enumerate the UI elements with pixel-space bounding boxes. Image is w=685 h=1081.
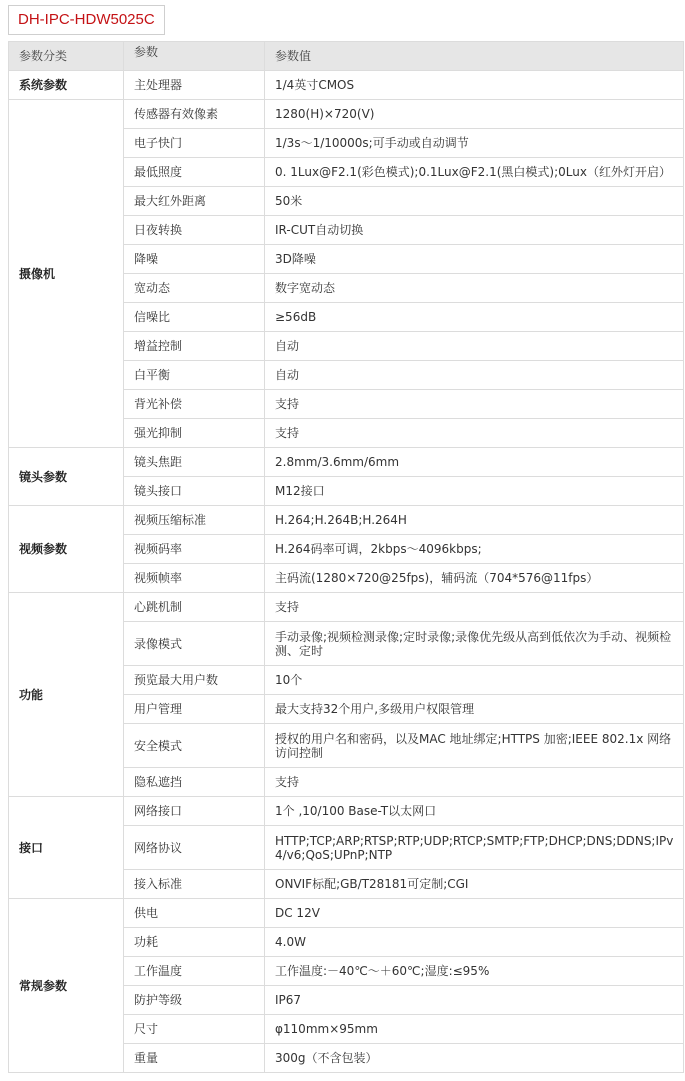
param-name-cell: 电子快门 bbox=[124, 129, 265, 158]
param-value-cell: H.264;H.264B;H.264H bbox=[265, 506, 684, 535]
param-value-cell: 手动录像;视频检测录像;定时录像;录像优先级从高到低依次为手动、视频检测、定时 bbox=[265, 622, 684, 666]
param-name-cell: 增益控制 bbox=[124, 332, 265, 361]
table-row bbox=[9, 448, 684, 477]
param-name-cell: 信噪比 bbox=[124, 303, 265, 332]
param-value-cell: ONVIF标配;GB/T28181可定制;CGI bbox=[265, 870, 684, 899]
param-name-cell: 镜头焦距 bbox=[124, 448, 265, 477]
category-cell: 摄像机 bbox=[9, 100, 124, 448]
param-value-cell: 1280(H)×720(V) bbox=[265, 100, 684, 129]
category-cell: 功能 bbox=[9, 593, 124, 797]
param-value-cell: 工作温度:－40℃～＋60℃;湿度:≤95% bbox=[265, 957, 684, 986]
param-value-cell: 10个 bbox=[265, 666, 684, 695]
param-name-cell: 网络协议 bbox=[124, 826, 265, 870]
param-name-cell: 日夜转换 bbox=[124, 216, 265, 245]
param-name-cell: 防护等级 bbox=[124, 986, 265, 1015]
header-value: 参数值 bbox=[265, 42, 684, 71]
param-name-cell: 最大红外距离 bbox=[124, 187, 265, 216]
param-value-cell: HTTP;TCP;ARP;RTSP;RTP;UDP;RTCP;SMTP;FTP;DHCP;DNS;DDNS;IPv4/v6;QoS;UPnP;NTP bbox=[265, 826, 684, 870]
param-name-cell: 视频压缩标准 bbox=[124, 506, 265, 535]
param-value-cell: 1/3s～1/10000s;可手动或自动调节 bbox=[265, 129, 684, 158]
param-value-cell: 3D降噪 bbox=[265, 245, 684, 274]
param-value-cell: 支持 bbox=[265, 419, 684, 448]
param-value-cell: 主码流(1280×720@25fps)，辅码流（704*576@11fps） bbox=[265, 564, 684, 593]
param-value-cell: DC 12V bbox=[265, 899, 684, 928]
param-value-cell: 支持 bbox=[265, 768, 684, 797]
param-value-cell: 2.8mm/3.6mm/6mm bbox=[265, 448, 684, 477]
param-name-cell: 白平衡 bbox=[124, 361, 265, 390]
model-title-tab[interactable]: DH-IPC-HDW5025C bbox=[8, 5, 165, 35]
param-name-cell: 视频码率 bbox=[124, 535, 265, 564]
param-name-cell: 最低照度 bbox=[124, 158, 265, 187]
param-name-cell: 录像模式 bbox=[124, 622, 265, 666]
param-name-cell: 工作温度 bbox=[124, 957, 265, 986]
table-row bbox=[9, 100, 684, 129]
param-value-cell: 自动 bbox=[265, 361, 684, 390]
param-name-cell: 强光抑制 bbox=[124, 419, 265, 448]
param-name-cell: 传感器有效像素 bbox=[124, 100, 265, 129]
param-name-cell: 用户管理 bbox=[124, 695, 265, 724]
header-category: 参数分类 bbox=[9, 42, 124, 71]
param-name-cell: 隐私遮挡 bbox=[124, 768, 265, 797]
spec-table bbox=[8, 41, 684, 1073]
param-name-cell: 宽动态 bbox=[124, 274, 265, 303]
param-value-cell: 支持 bbox=[265, 390, 684, 419]
param-name-cell: 预览最大用户数 bbox=[124, 666, 265, 695]
param-value-cell: 1/4英寸CMOS bbox=[265, 71, 684, 100]
param-name-cell: 视频帧率 bbox=[124, 564, 265, 593]
param-value-cell: 支持 bbox=[265, 593, 684, 622]
table-row bbox=[9, 593, 684, 622]
param-name-cell: 背光补偿 bbox=[124, 390, 265, 419]
param-name-cell: 尺寸 bbox=[124, 1015, 265, 1044]
param-name-cell: 心跳机制 bbox=[124, 593, 265, 622]
param-name-cell: 网络接口 bbox=[124, 797, 265, 826]
table-row bbox=[9, 797, 684, 826]
param-value-cell: 300g（不含包装） bbox=[265, 1044, 684, 1073]
param-value-cell: IR-CUT自动切换 bbox=[265, 216, 684, 245]
table-row bbox=[9, 71, 684, 100]
param-name-cell: 安全模式 bbox=[124, 724, 265, 768]
param-value-cell: φ110mm×95mm bbox=[265, 1015, 684, 1044]
param-name-cell: 镜头接口 bbox=[124, 477, 265, 506]
category-cell: 系统参数 bbox=[9, 71, 124, 100]
param-name-cell: 功耗 bbox=[124, 928, 265, 957]
param-value-cell: 最大支持32个用户,多级用户权限管理 bbox=[265, 695, 684, 724]
header-param: 参数 bbox=[124, 42, 265, 71]
param-name-cell: 降噪 bbox=[124, 245, 265, 274]
spec-table-body bbox=[9, 71, 684, 1073]
param-name-cell: 供电 bbox=[124, 899, 265, 928]
param-name-cell: 主处理器 bbox=[124, 71, 265, 100]
param-value-cell: 自动 bbox=[265, 332, 684, 361]
table-row bbox=[9, 506, 684, 535]
param-value-cell: IP67 bbox=[265, 986, 684, 1015]
param-name-cell: 接入标准 bbox=[124, 870, 265, 899]
param-value-cell: 50米 bbox=[265, 187, 684, 216]
param-value-cell: 授权的用户名和密码，以及MAC 地址绑定;HTTPS 加密;IEEE 802.1x 网络访问控制 bbox=[265, 724, 684, 768]
param-value-cell: 4.0W bbox=[265, 928, 684, 957]
category-cell: 常规参数 bbox=[9, 899, 124, 1073]
category-cell: 视频参数 bbox=[9, 506, 124, 593]
table-row bbox=[9, 899, 684, 928]
param-name-cell: 重量 bbox=[124, 1044, 265, 1073]
category-cell: 接口 bbox=[9, 797, 124, 899]
param-value-cell: 0. 1Lux@F2.1(彩色模式);0.1Lux@F2.1(黑白模式);0Lux（红外灯开启） bbox=[265, 158, 684, 187]
param-value-cell: 1个 ,10/100 Base-T以太网口 bbox=[265, 797, 684, 826]
table-header-row bbox=[9, 42, 684, 71]
param-value-cell: H.264码率可调，2kbps～4096kbps; bbox=[265, 535, 684, 564]
param-value-cell: 数字宽动态 bbox=[265, 274, 684, 303]
param-value-cell: M12接口 bbox=[265, 477, 684, 506]
param-value-cell: ≥56dB bbox=[265, 303, 684, 332]
category-cell: 镜头参数 bbox=[9, 448, 124, 506]
